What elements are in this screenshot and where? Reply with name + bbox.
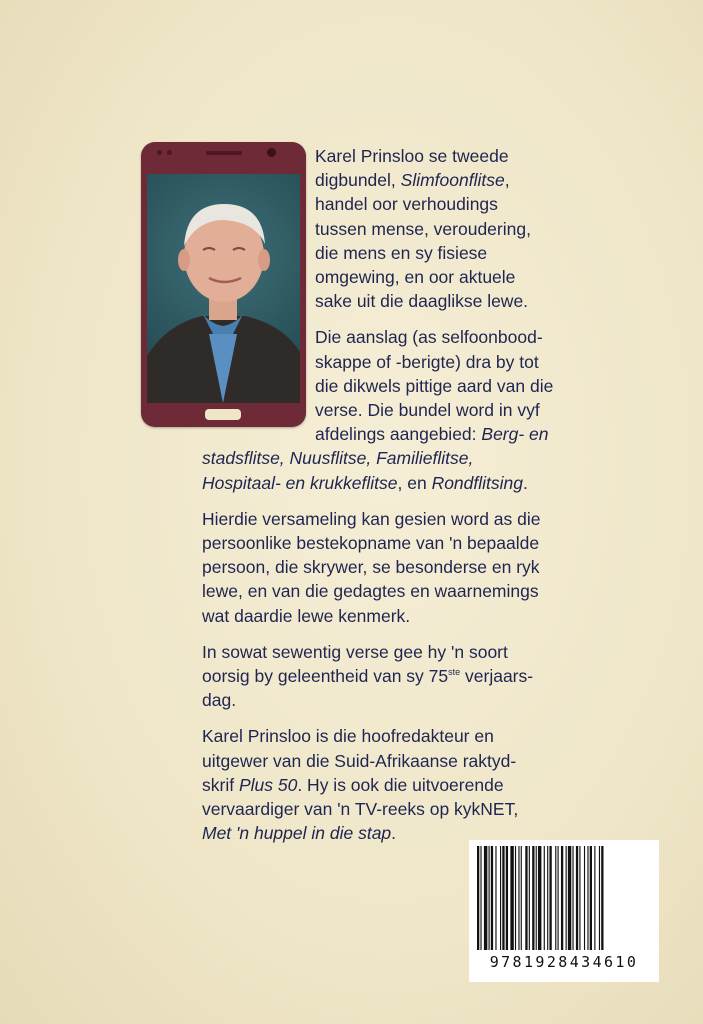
blurb-text: digbundel, [315, 170, 401, 191]
blurb-text: , en [397, 472, 432, 493]
blurb-text: uitgewer van die Suid-Afrikaanse raktyd- [202, 750, 517, 771]
blurb-paragraph-1 [315, 144, 612, 313]
blurb-text: Karel Prinsloo is die hoofredakteur en [202, 726, 494, 747]
blurb-paragraph-5 [202, 724, 612, 845]
blurb-text: sake uit die daaglikse lewe. [315, 291, 529, 312]
section-name: Berg- en [481, 424, 549, 445]
blurb-text: die mens en sy fisiese [315, 242, 488, 263]
blurb-text: verjaars- [460, 666, 534, 687]
blurb-text: . [391, 823, 397, 844]
blurb-text: Karel Prinsloo se tweede [315, 146, 509, 166]
blurb-text: oorsig by geleentheid van sy 75 [202, 666, 449, 687]
back-cover-blurb [202, 144, 612, 857]
section-name: Hospitaal- en krukkeflitse [202, 472, 398, 493]
blurb-text: skrif [202, 774, 239, 795]
blurb-text: lewe, en van die gedagtes en waarnemings [202, 581, 539, 602]
magazine-name: Plus 50 [238, 774, 298, 795]
barcode-bars [475, 846, 653, 950]
blurb-text: Die aanslag (as selfoonbood- [315, 327, 543, 348]
tv-series-name: Met 'n huppel in die stap [202, 823, 392, 844]
section-name: stadsflitse, Nuusflitse, Familieflitse, [202, 448, 474, 469]
blurb-text: die dikwels pittige aard van die [315, 375, 554, 396]
sensor-dot-icon [167, 150, 172, 155]
blurb-paragraph-2 [202, 325, 612, 494]
blurb-text: vervaardiger van 'n TV-reeks op kykNET, [202, 799, 519, 820]
sensor-dot-icon [157, 150, 162, 155]
blurb-text: dag. [202, 690, 237, 711]
isbn-barcode [469, 840, 659, 982]
blurb-text: persoon, die skrywer, se besonderse en ryk [202, 557, 540, 578]
blurb-text: verse. Die bundel word in vyf [315, 400, 540, 421]
blurb-paragraph-3 [202, 507, 612, 628]
blurb-paragraph-4 [202, 640, 612, 713]
blurb-text: . Hy is ook die uitvoerende [297, 774, 504, 795]
blurb-text: omgewing, en oor aktuele [315, 267, 516, 288]
isbn-digits: 9781928434610 [489, 953, 639, 971]
blurb-text: afdelings aangebied: [315, 424, 482, 445]
blurb-text: skappe of -berigte) dra by tot [315, 351, 539, 372]
section-name: Rondflitsing [431, 472, 524, 493]
ordinal-suffix: ste [448, 667, 461, 678]
blurb-text: handel oor verhoudings [315, 194, 498, 215]
blurb-text: . [523, 472, 528, 493]
blurb-text: , [504, 170, 510, 191]
blurb-text: wat daardie lewe kenmerk. [202, 605, 411, 626]
book-title: Slimfoonflitse [400, 170, 505, 191]
blurb-text: In sowat sewentig verse gee hy 'n soort [202, 641, 508, 662]
blurb-text: persoonlike bestekopname van 'n bepaalde [202, 533, 540, 554]
blurb-text: Hierdie versameling kan gesien word as die [202, 508, 541, 529]
blurb-text: tussen mense, veroudering, [315, 218, 531, 239]
